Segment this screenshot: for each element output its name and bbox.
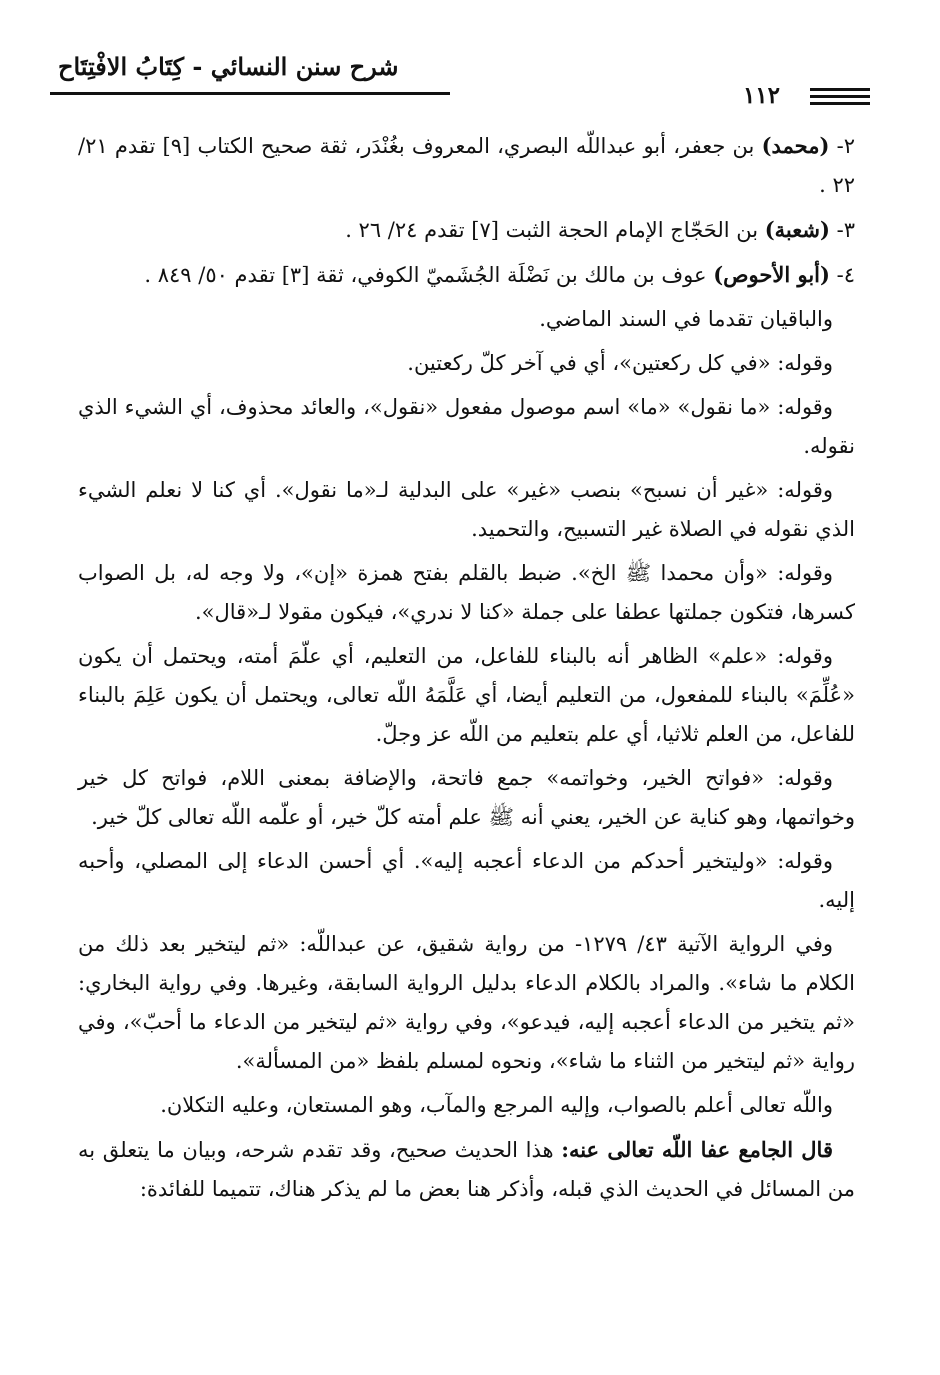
body-paragraph: وقوله: «غير أن نسبح» بنصب «غير» على البدلية لـ«ما نقول». أي كنا لا نعلم الشيء الذي نقوله في الصلاة غير التسبيح، والتحميد.	[78, 478, 855, 541]
narrator-number: ٤-	[829, 263, 855, 287]
narrator-number: ٣-	[829, 218, 855, 242]
body-paragraph: وقوله: «وليتخير أحدكم من الدعاء أعجبه إليه». أي أحسن الدعاء إلى المصلي، وأحبه إليه.	[78, 849, 855, 912]
running-title: شرح سنن النسائي - كِتَابُ الافْتِتَاح	[58, 52, 399, 81]
body-paragraph: والباقيان تقدما في السند الماضي.	[539, 307, 833, 331]
body-paragraph: وفي الرواية الآتية ٤٣/ ١٢٧٩- من رواية شقيق، عن عبداللّه: «ثم ليتخير بعد ذلك من الكلام ما شاء». والمراد بالكلام الدعاء بدليل الرواية السابقة، وغيرها. وفي رواية البخاري: «ثم يتخير من الدعاء أعجبه إليه، فيدعو»، وفي رواية «ثم ليتخير من الدعاء ما أحبّ»، وفي رواية «ثم ليتخير من الثناء ما شاء»، ونحوه لمسلم بلفظ «من المسألة».	[78, 932, 855, 1073]
body-paragraph: وقوله: «ما نقول» «ما» اسم موصول مفعول «نقول»، والعائد محذوف، أي الشيء الذي نقوله.	[78, 395, 855, 458]
body-paragraph: وقوله: «في كل ركعتين»، أي في آخر كلّ ركعتين.	[407, 351, 833, 375]
header-rule	[810, 88, 870, 91]
narrator-description: بن الحَجّاج الإمام الحجة الثبت [٧] تقدم ٢٤/ ٢٦ .	[345, 218, 765, 242]
body-paragraph: وقوله: «فواتح الخير، وخواتمه» جمع فاتحة، والإضافة بمعنى اللام، فواتح كل خير وخواتمها، وهو كناية عن الخير، يعني أنه ﷺ علم أمته كلّ خير، أو علّمه اللّه تعالى كلّ خير.	[78, 766, 855, 829]
page-number: ١١٢	[742, 82, 780, 109]
compiler-remark	[78, 1130, 855, 1209]
narrator-entry	[78, 210, 855, 250]
narrator-name: (أبو الأحوص)	[713, 262, 830, 287]
header-rule	[810, 95, 870, 98]
page-body	[78, 126, 855, 1214]
narrator-number: ٢-	[829, 134, 855, 158]
page-header	[40, 52, 870, 122]
title-underline	[50, 92, 450, 95]
compiler-remark-text: هذا الحديث صحيح، وقد تقدم شرحه، وبيان ما يتعلق به من المسائل في الحديث الذي قبله، وأذكر هنا بعض ما لم يذكر هناك، تتميما للفائدة:	[78, 1138, 855, 1201]
compiler-remark-lead: قال الجامع عفا اللّه تعالى عنه:	[561, 1137, 833, 1162]
body-paragraph: واللّه تعالى أعلم بالصواب، وإليه المرجع والمآب، وهو المستعان، وعليه التكلان.	[160, 1093, 833, 1117]
narrator-description: بن جعفر، أبو عبداللّه البصري، المعروف بغُنْدَر، ثقة صحيح الكتاب [٩] تقدم ٢١/ ٢٢ .	[78, 134, 855, 197]
header-rule	[810, 102, 870, 105]
narrator-name: (محمد)	[761, 133, 830, 158]
narrator-name: (شعبة)	[764, 217, 830, 242]
narrator-entry	[78, 126, 855, 205]
narrator-description: عوف بن مالك بن نَضْلَة الجُشَميّ الكوفي، ثقة [٣] تقدم ٥٠/ ٨٤٩ .	[144, 263, 714, 287]
narrator-entry	[78, 255, 855, 295]
body-paragraph: وقوله: «علم» الظاهر أنه بالبناء للفاعل، من التعليم، أي علّمَ أمته، ويحتمل أن يكون «عُلِّمَ» بالبناء للمفعول، من التعليم أيضا، أي عَلَّمَهُ اللّه تعالى، ويحتمل أن يكون عَلِمَ بالبناء للفاعل، من العلم ثلاثيا، أي علم بتعليم من اللّه عز وجلّ.	[78, 644, 855, 746]
body-paragraph: وقوله: «وأن محمدا ﷺ الخ». ضبط بالقلم بفتح همزة «إن»، ولا وجه له، بل الصواب كسرها، فتكون جملتها عطفا على جملة «كنا لا ندري»، فيكون مقولا لـ«قال».	[78, 561, 855, 624]
